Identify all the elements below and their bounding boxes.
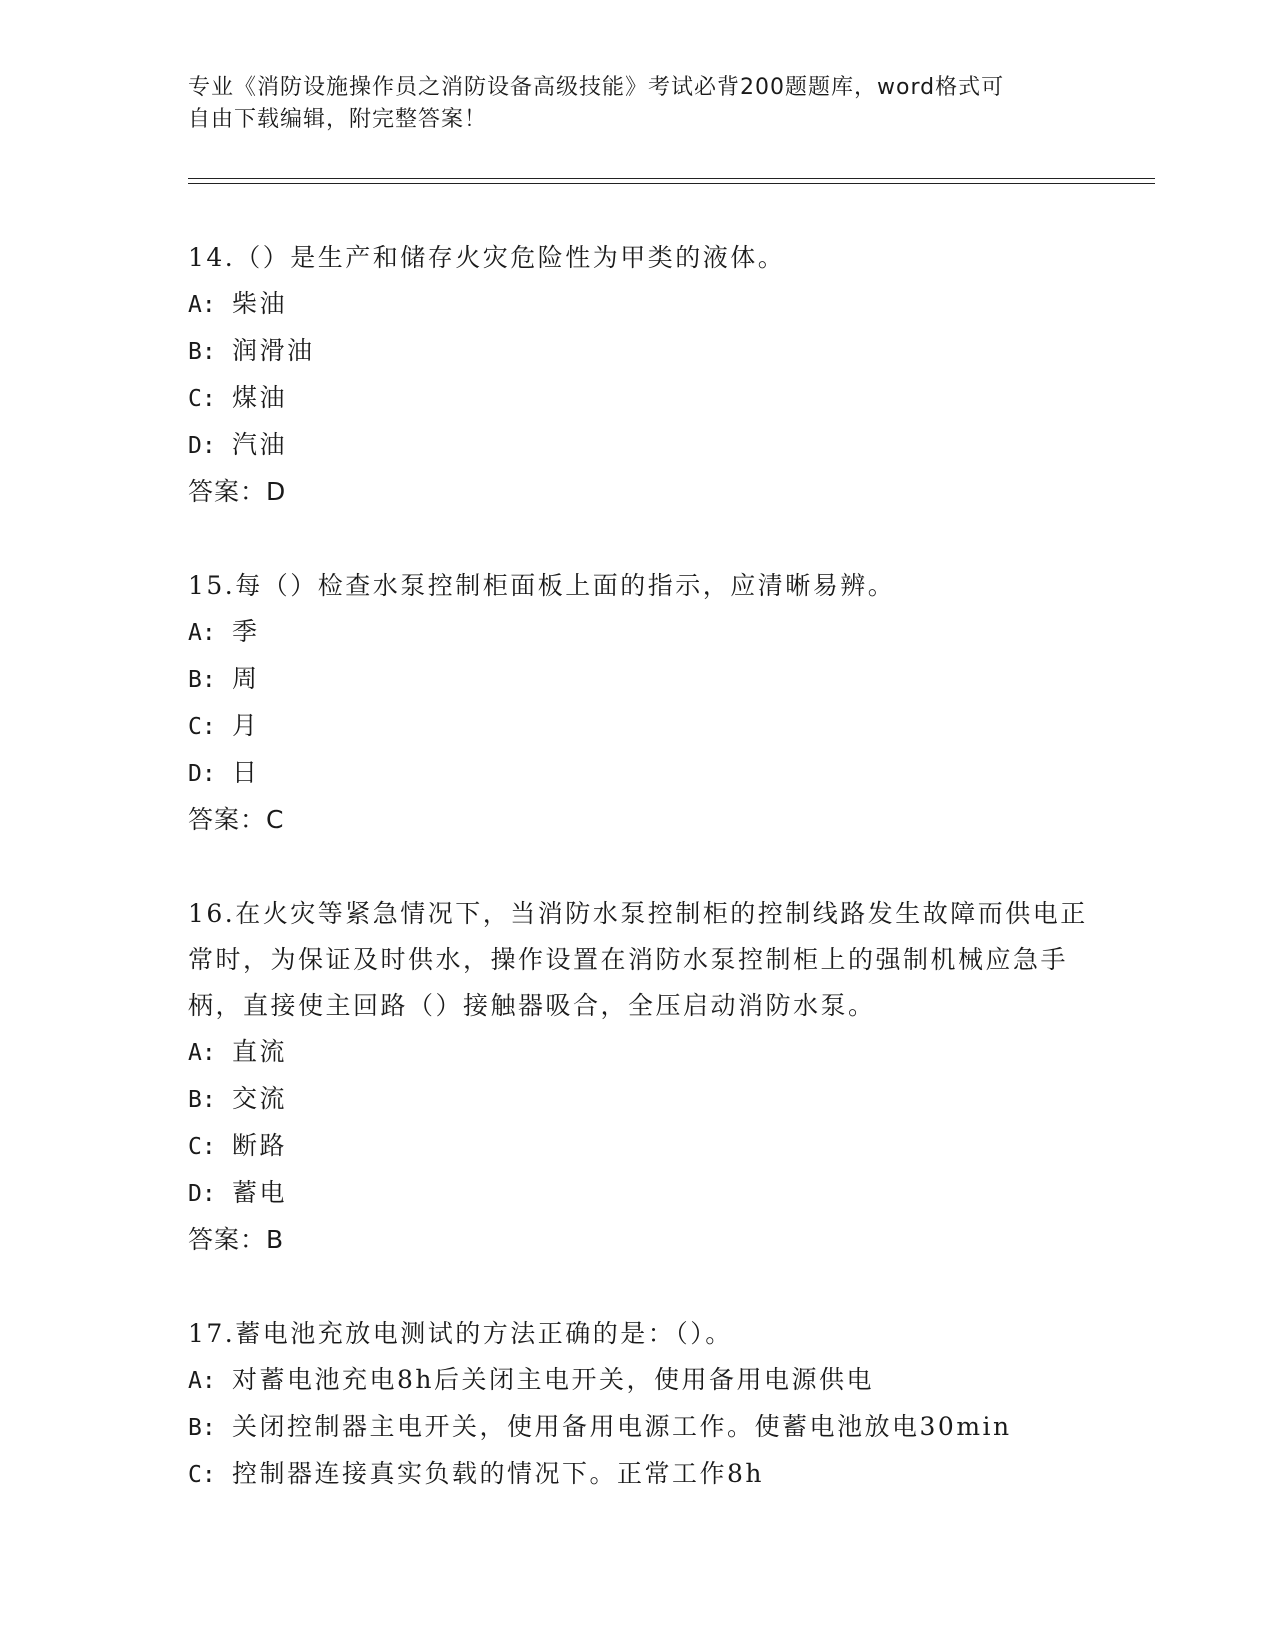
option-b xyxy=(188,1076,1088,1123)
option-a xyxy=(188,609,1088,656)
question-text: 16.在火灾等紧急情况下，当消防水泵控制柜的控制线路发生故障而供电正常时，为保证及时供水，操作设置在消防水泵控制柜上的强制机械应急手柄，直接使主回路（）接触器吸合，全压启动消防水泵。 xyxy=(188,899,1088,1020)
question-14 xyxy=(188,235,1088,515)
option-d xyxy=(188,422,1088,469)
header-divider-top xyxy=(188,178,1155,179)
option-c xyxy=(188,1451,1088,1498)
option-text: 煤油 xyxy=(232,383,288,412)
question-16 xyxy=(188,891,1088,1263)
option-text: 日 xyxy=(232,758,260,787)
option-d xyxy=(188,1170,1088,1217)
option-text: 月 xyxy=(232,711,260,740)
option-text: 汽油 xyxy=(232,430,288,459)
option-b xyxy=(188,328,1088,375)
option-text: 断路 xyxy=(232,1131,288,1160)
option-letter: B: xyxy=(188,339,216,365)
header-line-1: 专业《消防设施操作员之消防设备高级技能》考试必背200题题库，word格式可 xyxy=(188,75,1005,100)
option-letter: C: xyxy=(188,1462,216,1488)
option-letter: D: xyxy=(188,433,216,459)
option-letter: A: xyxy=(188,1040,216,1066)
option-letter: C: xyxy=(188,714,216,740)
option-b xyxy=(188,656,1088,703)
option-c xyxy=(188,703,1088,750)
option-text: 交流 xyxy=(232,1084,288,1113)
option-a xyxy=(188,1357,1088,1404)
answer: 答案：D xyxy=(188,477,287,506)
question-list xyxy=(188,235,1088,1546)
option-letter: A: xyxy=(188,620,216,646)
option-letter: D: xyxy=(188,761,216,787)
option-text: 蓄电 xyxy=(232,1178,288,1207)
option-letter: A: xyxy=(188,292,216,318)
option-letter: B: xyxy=(188,1087,216,1113)
option-c xyxy=(188,375,1088,422)
option-letter: C: xyxy=(188,386,216,412)
option-text: 季 xyxy=(232,617,260,646)
option-text: 对蓄电池充电8h后关闭主电开关，使用备用电源供电 xyxy=(232,1365,875,1394)
option-text: 润滑油 xyxy=(232,336,315,365)
option-b xyxy=(188,1404,1088,1451)
question-text: 17.蓄电池充放电测试的方法正确的是：（）。 xyxy=(188,1319,733,1348)
header-divider-bottom xyxy=(188,183,1155,184)
question-text: 15.每（）检查水泵控制柜面板上面的指示，应清晰易辨。 xyxy=(188,571,896,600)
option-c xyxy=(188,1123,1088,1170)
option-text: 柴油 xyxy=(232,289,288,318)
header-line-2: 自由下载编辑，附完整答案！ xyxy=(188,107,488,132)
option-letter: D: xyxy=(188,1181,216,1207)
option-text: 控制器连接真实负载的情况下。正常工作8h xyxy=(232,1459,765,1488)
option-d xyxy=(188,750,1088,797)
option-text: 关闭控制器主电开关，使用备用电源工作。使蓄电池放电30min xyxy=(232,1412,1012,1441)
option-letter: C: xyxy=(188,1134,216,1160)
option-letter: A: xyxy=(188,1368,216,1394)
option-text: 直流 xyxy=(232,1037,288,1066)
question-17 xyxy=(188,1311,1088,1498)
question-text: 14.（）是生产和储存火灾危险性为甲类的液体。 xyxy=(188,243,786,272)
question-15 xyxy=(188,563,1088,843)
option-letter: B: xyxy=(188,667,216,693)
option-letter: B: xyxy=(188,1415,216,1441)
option-a xyxy=(188,1029,1088,1076)
answer: 答案：C xyxy=(188,805,285,834)
option-a xyxy=(188,281,1088,328)
document-header xyxy=(188,72,1088,136)
option-text: 周 xyxy=(232,664,260,693)
answer: 答案：B xyxy=(188,1225,285,1254)
